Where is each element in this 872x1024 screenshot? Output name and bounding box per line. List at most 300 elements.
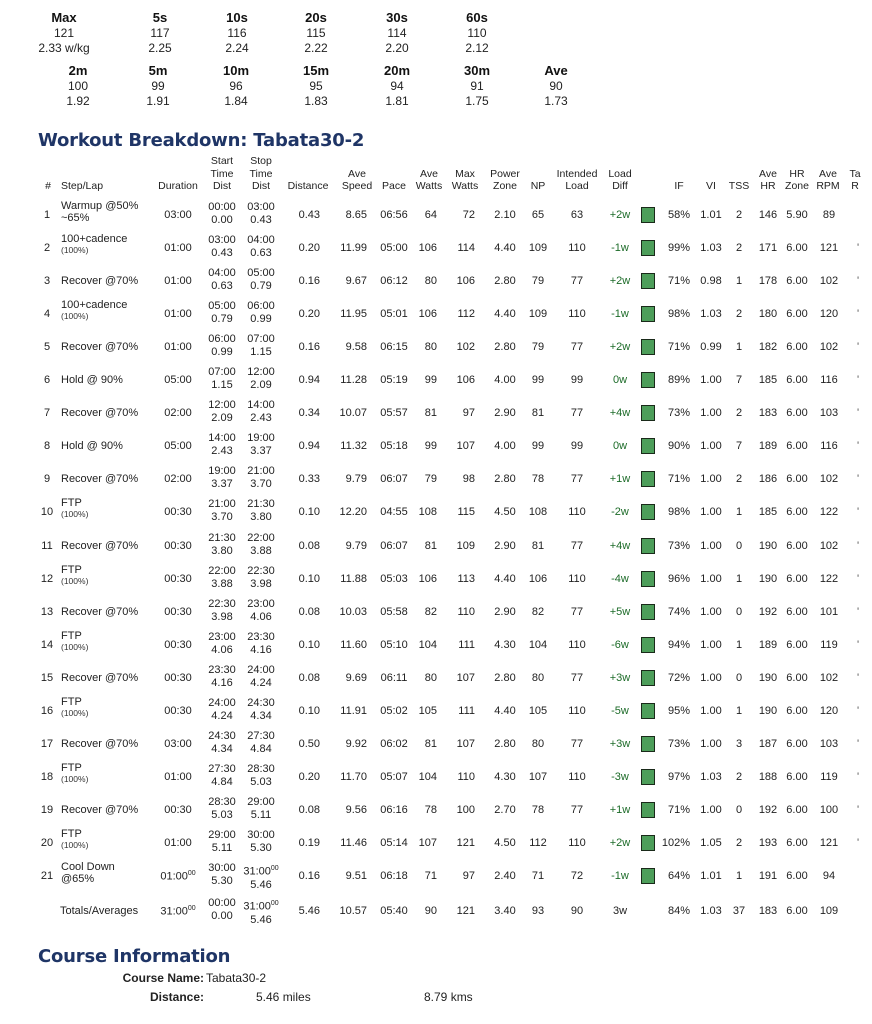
- peak-headers-cell: 5s: [152, 10, 168, 25]
- peak-watts-cell: 90: [549, 79, 563, 93]
- truncated-cell: ': [857, 308, 860, 321]
- cell-start-dist: 0.79: [211, 313, 233, 326]
- cell-hr: 178: [758, 275, 778, 288]
- cell-if: 72%: [667, 671, 690, 684]
- cell-pz: 4.40: [494, 572, 516, 585]
- step-name: Recover @70%: [61, 341, 139, 354]
- step-name: Recover @70%: [61, 803, 139, 816]
- cell-np: 109: [528, 308, 548, 321]
- duration-value: 01:00: [164, 770, 192, 783]
- cell-diff: +2w: [609, 209, 631, 221]
- cell-if: 71%: [667, 473, 690, 486]
- peak-wkg-cell: 1.83: [304, 94, 328, 108]
- cell-tss: 37: [732, 905, 746, 918]
- cell-start-time-value: 24:30: [208, 729, 236, 742]
- cell-pace: 04:55: [380, 506, 408, 519]
- cell-np: 65: [531, 209, 545, 221]
- course-name-value: Tabata30-2: [206, 971, 267, 985]
- step-subtitle: (100%): [61, 839, 89, 850]
- cell-num: 12: [40, 572, 54, 585]
- truncated-cell: ': [857, 407, 860, 420]
- cell-max-watts: 106: [456, 275, 475, 288]
- course-information-title: Course Information: [38, 946, 231, 967]
- peak-headers-cell: 10m: [222, 63, 250, 78]
- cell-if: 98%: [667, 506, 690, 519]
- cell-np: 99: [531, 440, 545, 453]
- truncated-cell: ': [857, 374, 860, 387]
- cell-stop-time-value: 23:30: [247, 630, 275, 643]
- peak-wkg-cell: 1.81: [385, 94, 409, 108]
- cell-vi: 1.00: [700, 407, 722, 420]
- cell-hrz: 6.00: [786, 308, 808, 321]
- cell-ave-watts: 106: [418, 308, 437, 321]
- cell-stop-time-value: 04:00: [247, 234, 275, 247]
- table-row: [0, 296, 872, 329]
- truncated-cell: ': [857, 836, 860, 849]
- header-start-line: Start: [210, 155, 234, 167]
- cell-step-name: [61, 473, 138, 485]
- table-row: [0, 528, 872, 561]
- cell-ave-watts: 82: [424, 605, 437, 618]
- cell-start-time-value: 28:30: [208, 795, 236, 808]
- cell-ave-watts: 90: [424, 905, 437, 918]
- cell-hrz: 6.00: [786, 605, 808, 618]
- header-max-watts-line: Max: [455, 167, 475, 180]
- cell-start-time-value: 05:00: [208, 300, 236, 313]
- cell-rpm: 102: [819, 671, 839, 684]
- header-stop-line: Stop: [250, 155, 272, 167]
- cell-diff: +1w: [609, 473, 631, 486]
- cell-np: 104: [528, 638, 548, 651]
- cell-pz: 4.00: [494, 374, 516, 387]
- load-swatch: [641, 372, 655, 388]
- step-name: FTP: [61, 629, 82, 642]
- cell-pace: 05:02: [380, 704, 408, 717]
- cell-max-watts: 121: [456, 905, 475, 918]
- header-ave-rpm-line: Ave: [819, 167, 837, 180]
- cell-pz: 2.90: [494, 605, 516, 618]
- header-max-watts-line: Watts: [451, 180, 479, 192]
- cell-il: 99: [570, 440, 584, 453]
- cell-num: 19: [40, 803, 54, 816]
- table-row: [0, 594, 872, 627]
- cell-rpm: 102: [819, 275, 839, 288]
- cell-vi: 1.00: [700, 440, 722, 453]
- header-intended-load-line: Load: [565, 180, 589, 192]
- cell-num: 3: [43, 275, 51, 288]
- cell-rpm: 89: [822, 209, 836, 221]
- cell-stop-time-value: 24:00: [247, 663, 275, 676]
- cell-speed: 11.99: [340, 242, 367, 255]
- table-row: [0, 494, 872, 527]
- header-cut-line: Ta: [849, 167, 861, 180]
- cell-vi: 1.00: [700, 374, 722, 387]
- cell-ave-watts: 99: [424, 440, 437, 453]
- cell-np: 79: [531, 341, 545, 354]
- cell-distance: 0.08: [298, 605, 320, 618]
- cell-np: 108: [528, 506, 548, 519]
- cell-hr: 171: [758, 242, 778, 255]
- cell-ave-watts: 104: [418, 770, 437, 783]
- load-swatch: [641, 240, 655, 256]
- header-ave-rpm-line: RPM: [816, 180, 840, 192]
- table-row: [0, 726, 872, 759]
- cell-stop-time-sup: 00: [270, 865, 279, 872]
- cell-pace: 05:40: [380, 905, 408, 918]
- cell-hrz: 6.00: [786, 572, 808, 585]
- peak-watts-cell: 91: [470, 79, 484, 93]
- cell-num: 7: [43, 407, 51, 420]
- cell-rpm: 100: [819, 803, 839, 816]
- cell-start-time-value: 22:30: [208, 597, 236, 610]
- cell-pz: 2.80: [494, 473, 516, 486]
- cell-num: 1: [43, 209, 51, 221]
- cell-step-name: [61, 275, 138, 287]
- cell-vi: 1.00: [700, 737, 722, 750]
- cell-hrz: 6.00: [786, 506, 808, 519]
- step-name: FTP: [61, 695, 82, 708]
- cell-ave-watts: 107: [418, 836, 437, 849]
- cell-distance: 0.10: [298, 704, 320, 717]
- cell-tss: 1: [735, 572, 743, 585]
- cell-distance: 0.50: [298, 737, 320, 750]
- step-subtitle: (100%): [61, 311, 89, 322]
- cell-if: 64%: [667, 870, 690, 882]
- cell-step-name: [61, 440, 123, 452]
- cell-rpm: 119: [820, 638, 838, 651]
- cell-step-name: [61, 407, 138, 419]
- header-power-zone-line: Power: [490, 167, 520, 180]
- cell-num: 18: [40, 770, 54, 783]
- cell-vi: 0.99: [700, 341, 722, 354]
- cell-il: 110: [568, 638, 586, 651]
- cell-speed: 11.32: [340, 440, 367, 453]
- cell-stop-dist: 5.46: [250, 878, 272, 891]
- cell-max-watts: 113: [457, 572, 475, 585]
- cell-hr: 187: [758, 737, 778, 750]
- cell-max-watts: 72: [462, 209, 475, 221]
- duration-value: 00:30: [164, 572, 192, 585]
- cell-distance: 0.20: [298, 308, 320, 321]
- cell-ave-watts: 64: [424, 209, 437, 221]
- cell-vi: 1.00: [700, 572, 722, 585]
- cell-distance: 0.10: [298, 638, 320, 651]
- cell-if: 71%: [667, 341, 690, 354]
- cell-step-name: [61, 762, 88, 785]
- cell-if: 97%: [667, 770, 690, 783]
- load-swatch: [641, 306, 655, 322]
- cell-ave-watts: 80: [424, 341, 437, 354]
- cell-hrz: 6.00: [786, 803, 808, 816]
- cell-pz: 4.00: [494, 440, 516, 453]
- load-swatch: [641, 868, 655, 884]
- load-swatch: [641, 736, 655, 752]
- cell-rpm: 121: [819, 836, 839, 849]
- cell-ave-watts: 71: [424, 870, 437, 882]
- cell-speed: 11.46: [340, 836, 367, 849]
- cell-max-watts: 107: [456, 440, 475, 453]
- cell-num: 10: [40, 506, 54, 519]
- cell-rpm: 103: [819, 407, 839, 420]
- cell-tss: 2: [735, 308, 743, 321]
- cell-start-time-value: 24:00: [208, 696, 236, 709]
- cell-step-name: [61, 299, 127, 322]
- peak-headers-cell: 20s: [305, 10, 327, 25]
- peak-wkg-cell: 2.33 w/kg: [38, 41, 90, 55]
- step-name: Recover @70%: [61, 605, 139, 618]
- cell-tss: 2: [735, 473, 743, 486]
- load-swatch: [641, 438, 655, 454]
- cell-if: 99%: [667, 242, 690, 255]
- cell-num: 16: [40, 704, 54, 717]
- load-swatch: [641, 207, 655, 223]
- cell-if: 95%: [667, 704, 690, 717]
- truncated-cell: ': [857, 572, 860, 585]
- cell-num: 21: [40, 870, 54, 882]
- table-row: [0, 627, 872, 660]
- cell-start-time-value: 07:00: [208, 366, 236, 379]
- cell-np: 106: [528, 572, 548, 585]
- header-distance-line: Distance: [287, 180, 329, 192]
- step-name: FTP: [61, 563, 82, 576]
- duration-value: 01:00: [164, 275, 192, 288]
- cell-if: 84%: [667, 905, 690, 918]
- peak-wkg-cell: 2.24: [225, 41, 249, 55]
- cell-stop-time-value: 30:00: [247, 828, 275, 841]
- cell-hrz: 6.00: [786, 638, 808, 651]
- peak-wkg-cell: 1.84: [224, 94, 248, 108]
- cell-il: 77: [570, 275, 584, 288]
- cell-speed: 9.79: [345, 473, 367, 486]
- step-name: Warmup @50%: [61, 200, 139, 212]
- cell-pz: 2.40: [494, 870, 516, 882]
- cell-start-dist: 5.11: [211, 841, 233, 854]
- cell-ave-watts: 81: [424, 407, 437, 420]
- load-swatch: [641, 504, 655, 520]
- cell-tss: 7: [735, 374, 743, 387]
- cell-if: 96%: [667, 572, 690, 585]
- cell-tss: 0: [735, 605, 743, 618]
- cell-step-name: [61, 540, 138, 552]
- cell-rpm: 103: [819, 737, 839, 750]
- cell-speed: 8.65: [345, 209, 367, 221]
- cell-num: 20: [40, 836, 54, 849]
- cell-pz: 4.50: [494, 506, 516, 519]
- header-step: [61, 180, 141, 193]
- cell-il: 77: [570, 539, 584, 552]
- step-name: Hold @ 90%: [61, 440, 123, 453]
- duration-value: 03:00: [164, 737, 192, 750]
- step-subtitle: (100%): [61, 509, 89, 520]
- cell-hr: 193: [758, 836, 778, 849]
- cell-vi: 1.00: [700, 605, 722, 618]
- duration-value: 00:30: [164, 671, 192, 684]
- cell-pz: 4.40: [494, 242, 516, 255]
- cell-start-dist: 2.43: [211, 445, 233, 458]
- cell-ave-watts: 79: [424, 473, 437, 486]
- cell-speed: 11.28: [340, 374, 367, 387]
- duration-value: 00:30: [164, 539, 192, 552]
- cell-pz: 2.90: [494, 407, 516, 420]
- cell-il: 77: [570, 341, 584, 354]
- cell-hr: 189: [758, 440, 778, 453]
- cell-start-time-value: 14:00: [208, 432, 236, 445]
- cell-speed: 9.69: [345, 671, 367, 684]
- cell-stop-dist: 4.84: [250, 742, 272, 755]
- cell-stop-time-sup: 00: [270, 900, 279, 908]
- duration-value: 01:00: [164, 242, 192, 255]
- cell-max-watts: 121: [456, 836, 475, 849]
- cell-stop-dist: 4.24: [250, 676, 272, 689]
- peak-watts-cell: 121: [53, 26, 75, 40]
- cell-num: 6: [43, 374, 51, 387]
- load-swatch: [641, 339, 655, 355]
- peak-watts-cell: 114: [387, 26, 407, 40]
- cell-rpm: 94: [822, 870, 836, 882]
- cell-num: 2: [43, 242, 51, 255]
- table-row: [0, 660, 872, 693]
- cell-hrz: 6.00: [786, 770, 808, 783]
- cell-il: 72: [570, 870, 584, 882]
- duration-value: 31:00: [160, 905, 188, 918]
- cell-hrz: 6.00: [786, 374, 808, 387]
- cell-vi: 1.00: [700, 803, 722, 816]
- cell-stop-time-value: 22:30: [247, 564, 275, 577]
- duration-value: 00:30: [164, 506, 192, 519]
- cell-stop-time-value: 27:30: [247, 729, 275, 742]
- cell-vi: 1.00: [700, 638, 722, 651]
- cell-diff: -1w: [611, 242, 629, 255]
- cell-np: 109: [528, 242, 548, 255]
- step-name: FTP: [61, 827, 82, 840]
- cell-pz: 4.30: [494, 770, 516, 783]
- table-row: [0, 693, 872, 726]
- cell-stop-time-value: 05:00: [247, 267, 275, 280]
- cell-distance: 0.08: [298, 671, 320, 684]
- cell-rpm: 102: [819, 341, 839, 354]
- cell-hr: 146: [758, 209, 778, 221]
- cell-hr: 192: [758, 803, 778, 816]
- cell-np: 81: [531, 539, 545, 552]
- cell-speed: 11.88: [340, 572, 367, 585]
- cell-ave-watts: 80: [424, 671, 437, 684]
- cell-ave-watts: 99: [424, 374, 437, 387]
- truncated-cell: ': [857, 242, 860, 255]
- cell-speed: 9.67: [345, 275, 367, 288]
- cell-np: 81: [531, 407, 545, 420]
- header-if-line: IF: [674, 180, 684, 192]
- header-hr-zone-line: HR: [789, 167, 805, 180]
- course-distance-miles: 5.46 miles: [256, 990, 311, 1004]
- cell-step-name: [61, 341, 138, 353]
- cell-rpm: 101: [819, 605, 839, 618]
- totals-label: Totals/Averages: [60, 905, 139, 918]
- cell-start-time-value: 04:00: [208, 267, 236, 280]
- peak-watts-cell: 95: [309, 79, 323, 93]
- duration-value: 05:00: [164, 440, 192, 453]
- cell-stop-time-value: 14:00: [247, 399, 275, 412]
- cell-vi: 1.00: [700, 671, 722, 684]
- cell-il: 99: [570, 374, 584, 387]
- cell-pz: 2.80: [494, 275, 516, 288]
- cell-distance: 0.20: [298, 770, 320, 783]
- cell-start-dist: 0.99: [211, 346, 233, 359]
- cell-start-dist: 1.15: [211, 379, 233, 392]
- cell-tss: 1: [735, 341, 743, 354]
- header-cut: [815, 168, 872, 193]
- cell-ave-watts: 106: [418, 572, 437, 585]
- cell-step-name: [61, 672, 138, 684]
- cell-tss: 1: [735, 704, 743, 717]
- cell-max-watts: 114: [457, 242, 475, 255]
- header-step-line: Step/Lap: [61, 180, 104, 192]
- cell-max-watts: 97: [462, 407, 475, 420]
- cell-il: 90: [570, 905, 584, 918]
- cell-pace: 06:15: [380, 341, 408, 354]
- cell-hr: 182: [758, 341, 778, 354]
- cell-if: 73%: [667, 407, 690, 420]
- peak-wkg-cell: 2.25: [148, 41, 172, 55]
- cell-start-dist: 4.24: [211, 709, 233, 722]
- cell-tss: 2: [735, 209, 743, 221]
- cell-start-time-value: 30:00: [208, 862, 236, 874]
- peak-headers-cell: 10s: [226, 10, 248, 25]
- cell-pace: 06:07: [380, 473, 408, 486]
- cell-if: 102%: [661, 836, 690, 849]
- cell-vi: 1.00: [700, 506, 722, 519]
- cell-hr: 186: [758, 473, 778, 486]
- cell-tss: 2: [735, 242, 743, 255]
- cell-np: 107: [528, 770, 548, 783]
- step-subtitle: ~65%: [61, 212, 90, 224]
- cell-il: 63: [570, 209, 584, 221]
- header-ave-hr-line: Ave: [759, 167, 777, 180]
- cell-stop-time-value: 31:00: [243, 900, 271, 913]
- cell-max-watts: 107: [456, 671, 475, 684]
- cell-start-dist: 4.16: [211, 676, 233, 689]
- cell-start-dist: 0.00: [211, 910, 233, 923]
- cell-pace: 06:18: [380, 870, 408, 882]
- cell-stop-dist: 2.43: [250, 412, 272, 425]
- cell-stop-dist: 3.70: [250, 478, 272, 491]
- cell-start-dist: 5.03: [211, 808, 233, 821]
- peak-wkg-cell: 2.20: [385, 41, 409, 55]
- cell-stop-dist: 4.34: [250, 709, 272, 722]
- cell-max-watts: 111: [458, 704, 475, 717]
- cell-vi: 1.01: [700, 209, 722, 221]
- peak-wkg-cell: 1.92: [66, 94, 90, 108]
- cell-num: 13: [40, 605, 54, 618]
- cell-hrz: 6.00: [786, 341, 808, 354]
- table-row: [0, 197, 872, 230]
- cell-rpm: 109: [819, 905, 839, 918]
- cell-start-dist: 2.09: [211, 412, 233, 425]
- truncated-cell: ': [857, 539, 860, 552]
- step-subtitle: @65%: [61, 873, 95, 885]
- cell-distance: 5.46: [298, 905, 320, 918]
- cell-stop-dist: 5.03: [250, 775, 272, 788]
- peak-wkg-cell: 1.73: [544, 94, 568, 108]
- cell-step-name: [61, 374, 123, 386]
- cell-start-dist: 0.00: [211, 214, 233, 226]
- cell-pace: 05:01: [380, 308, 408, 321]
- cell-start-time-value: 27:30: [208, 762, 236, 775]
- load-swatch: [641, 769, 655, 785]
- cell-rpm: 102: [819, 473, 839, 486]
- header-start-line: Time: [210, 167, 234, 180]
- duration-value: 00:30: [164, 605, 192, 618]
- cell-tss: 0: [735, 539, 743, 552]
